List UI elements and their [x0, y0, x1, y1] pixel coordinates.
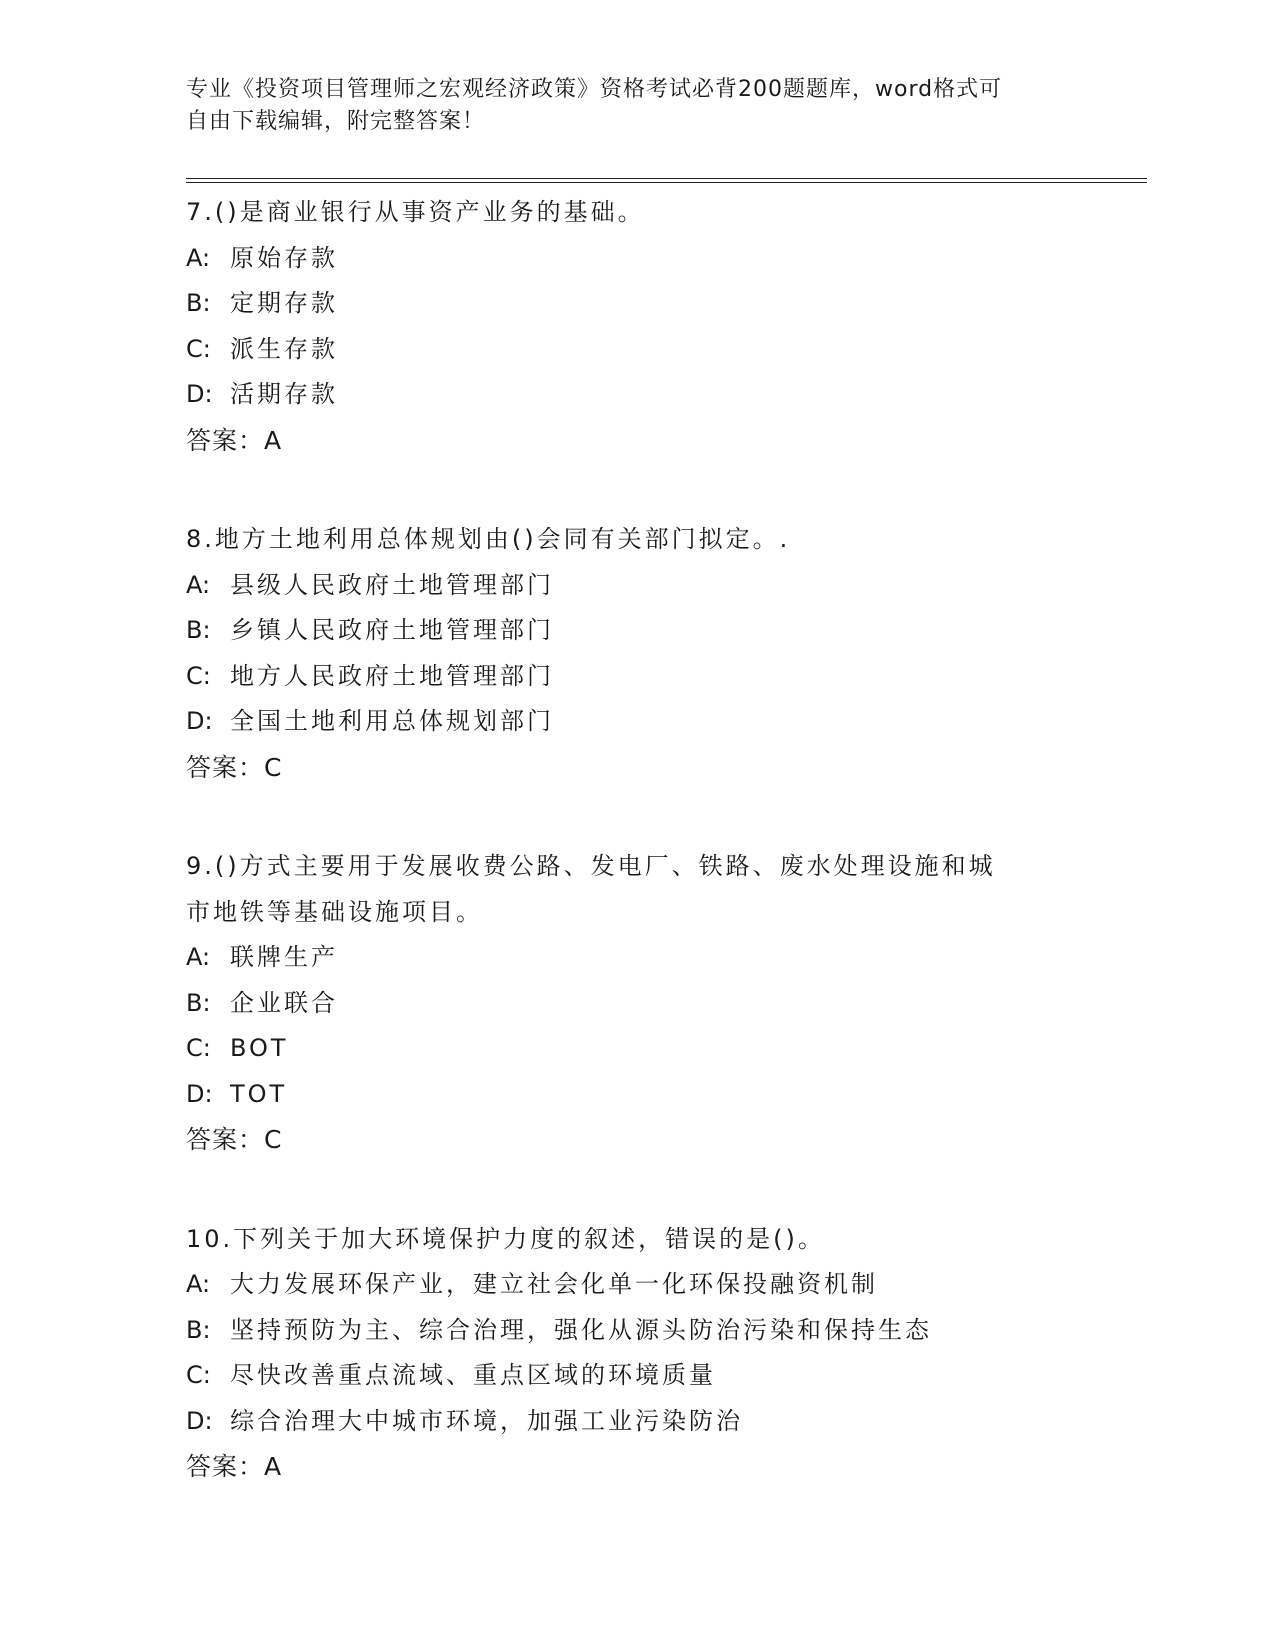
option-label: D: [186, 1406, 213, 1435]
option-text: TOT [230, 1079, 288, 1108]
answer-line: 答案：A [186, 425, 283, 455]
question-list [186, 190, 1086, 1490]
option-d [186, 1399, 1086, 1445]
option-a [186, 1262, 1086, 1308]
option-text: 全国土地利用总体规划部门 [230, 707, 554, 735]
option-b [186, 608, 1086, 654]
option-label: C: [186, 1034, 211, 1062]
question-stem: 9.()方式主要用于发展收费公路、发电厂、铁路、废水处理设施和城 [186, 852, 996, 880]
option-d [186, 1072, 1086, 1118]
option-label: D: [186, 707, 213, 735]
option-text: 大力发展环保产业，建立社会化单一化环保投融资机制 [230, 1270, 878, 1298]
option-c [186, 654, 1086, 700]
question-block [186, 844, 1086, 1163]
answer-line: 答案：A [186, 1452, 283, 1481]
option-label: B: [186, 988, 211, 1017]
header-divider-top [186, 178, 1147, 179]
option-label: A: [186, 1270, 211, 1298]
option-text: 定期存款 [230, 289, 338, 317]
header-line-2: 自由下载编辑，附完整答案！ [186, 109, 486, 134]
header-divider-bottom [186, 182, 1147, 183]
option-text: 县级人民政府土地管理部门 [230, 570, 554, 599]
option-text: 活期存款 [230, 380, 338, 408]
option-text: 乡镇人民政府土地管理部门 [230, 616, 554, 644]
option-label: A: [186, 243, 211, 272]
question-stem: 7.()是商业银行从事资产业务的基础。 [186, 198, 645, 226]
option-label: D: [186, 1079, 213, 1108]
option-label: A: [186, 943, 211, 971]
option-a [186, 563, 1086, 609]
question-block [186, 1217, 1086, 1490]
option-c [186, 1353, 1086, 1399]
option-label: B: [186, 1315, 211, 1344]
option-text: 地方人民政府土地管理部门 [230, 661, 554, 690]
option-label: C: [186, 334, 211, 363]
option-c [186, 327, 1086, 373]
document-header [186, 74, 1066, 138]
option-text: 原始存款 [230, 243, 338, 272]
question-stem-continuation: 市地铁等基础设施项目。 [186, 897, 483, 926]
question-block [186, 190, 1086, 463]
option-label: B: [186, 616, 211, 644]
option-text: 尽快改善重点流域、重点区域的环境质量 [230, 1361, 716, 1389]
option-label: A: [186, 570, 211, 599]
option-b [186, 981, 1086, 1027]
option-d [186, 372, 1086, 418]
header-line-1: 专业《投资项目管理师之宏观经济政策》资格考试必背200题题库，word格式可 [186, 77, 1003, 102]
option-a [186, 935, 1086, 981]
option-text: 坚持预防为主、综合治理，强化从源头防治污染和保持生态 [230, 1315, 932, 1344]
option-text: 联牌生产 [230, 943, 338, 971]
option-a [186, 236, 1086, 282]
option-b [186, 1308, 1086, 1354]
option-text: BOT [230, 1034, 289, 1062]
option-label: C: [186, 661, 211, 690]
option-label: C: [186, 1361, 211, 1389]
option-label: D: [186, 380, 213, 408]
option-label: B: [186, 289, 211, 317]
question-stem: 10.下列关于加大环境保护力度的叙述，错误的是()。 [186, 1224, 825, 1253]
option-c [186, 1026, 1086, 1072]
option-text: 派生存款 [230, 334, 338, 363]
option-text: 综合治理大中城市环境，加强工业污染防治 [230, 1406, 743, 1435]
option-b [186, 281, 1086, 327]
question-block [186, 517, 1086, 790]
question-stem: 8.地方土地利用总体规划由()会同有关部门拟定。. [186, 525, 791, 553]
option-text: 企业联合 [230, 988, 338, 1017]
option-d [186, 699, 1086, 745]
answer-line: 答案：C [186, 752, 283, 782]
answer-line: 答案：C [186, 1125, 283, 1154]
